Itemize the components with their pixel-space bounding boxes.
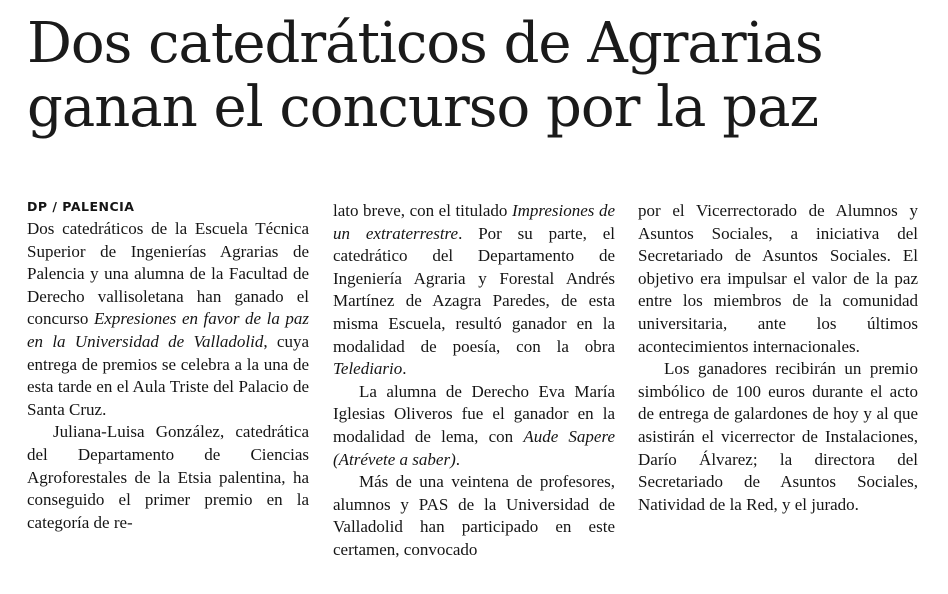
column-3 [638,200,918,516]
paragraph-2-cont: lato breve, con el titulado Impresiones de un extraterrestre. Por su parte, el catedrático del Departamento de Ingeniería Agraria y Forestal Andrés Martínez de Azagra Paredes, de esta misma Escuela, resultó ganador en la modalidad de poesía, con la obra Telediario. [333,201,616,379]
story-title: Impresiones de un extraterrestre [333,201,616,243]
headline-line-2: ganan el concurso por la paz [27,75,818,140]
poem-title: Telediario [333,359,403,379]
paragraph-3-text-b: . [455,449,460,469]
paragraph-3 [333,381,615,471]
motto-title: Aude Sapere (Atrévete a saber) [333,426,616,469]
paragraph-1-text-b: , cuya entrega de premios se celebra a la una de esta tarde en el Aula Triste del Palacio de Santa Cruz. [27,331,309,419]
contest-title: Expresiones en favor de la paz en la Universidad de Valladolid [27,309,309,351]
paragraph-4-start: Más de una veintena de profesores, alumnos y PAS de la Universidad de Valladolid han participado en este certamen, convocado [333,472,615,559]
paragraph-5: Los ganadores recibirán un premio simbólico de 100 euros durante el acto de entrega de galardones de hoy y al que asistirán el vicerrector de Instalaciones, Darío Álvarez; la directora del Secretariado de Asuntos Sociales, Natividad de la Red, y el jurado. [638,359,918,514]
headline [27,12,927,140]
paragraph-4-cont: por el Vicerrectorado de Alumnos y Asuntos Sociales, a iniciativa del Secretariado de Asuntos Sociales. El objetivo era impulsar el valor de la paz entre los miembros de la comunidad universitaria, ante los últimos acontecimientos internacionales. [638,201,918,356]
column-2 [333,200,615,562]
headline-line-1: Dos catedráticos de Agrarias [27,11,823,76]
byline: DP / PALENCIA [27,199,135,214]
paragraph-1 [27,218,309,421]
column-1 [27,198,309,534]
paragraph-1-text-a: Dos catedráticos de la Escuela Técnica Superior de Ingenierías Agrarias de Palencia y una alumna de la Facultad de Derecho vallisoletana han ganado el concurso [27,219,309,329]
paragraph-3-text-a: La alumna de Derecho Eva María Iglesias Oliveros fue el ganador en la modalidad de lema, con [333,381,615,446]
paragraph-2-start: Juliana-Luisa González, catedrática del Departamento de Ciencias Agroforestales de la Etsia palentina, ha conseguido el primer premio en la categoría de re- [27,422,309,532]
